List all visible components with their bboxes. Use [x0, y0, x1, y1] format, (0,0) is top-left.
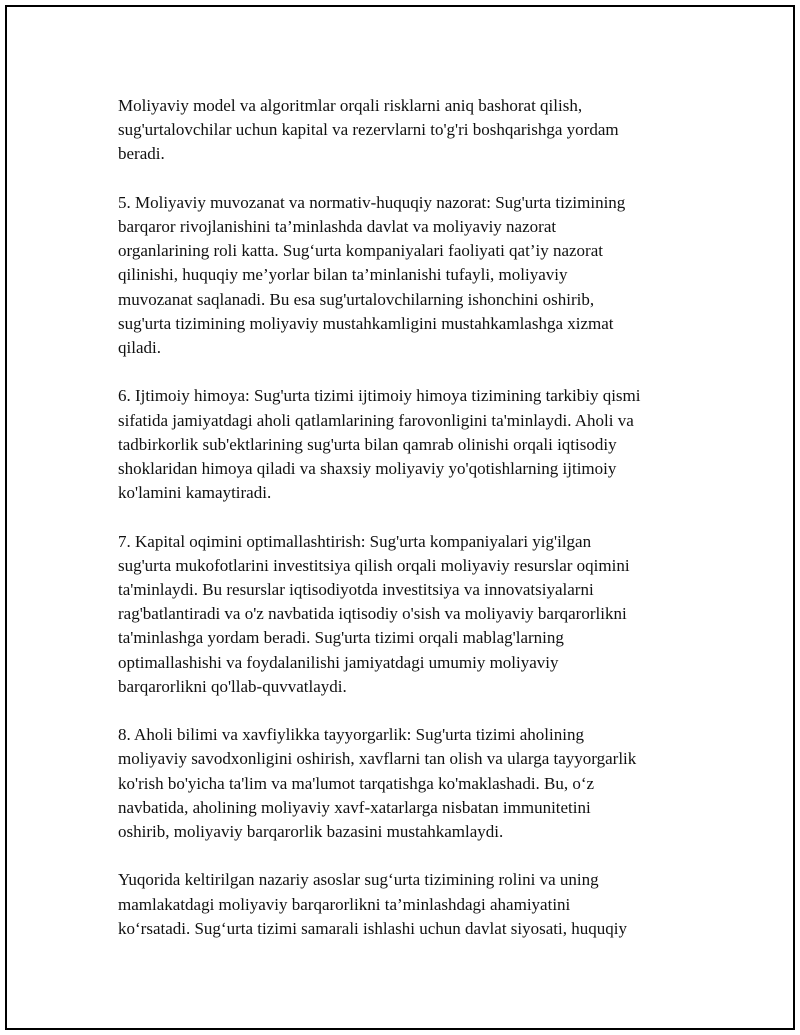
text-line: Moliyaviy model va algoritmlar orqali risklarni aniq bashorat qilish,: [118, 96, 583, 115]
text-line: rag'batlantiradi va o'z navbatida iqtisodiy o'sish va moliyaviy barqarorlikni: [118, 604, 627, 624]
text-line: 5. Moliyaviy muvozanat va normativ-huquqiy nazorat: Sug'urta tizimining: [118, 192, 626, 212]
text-line: ta'minlashga yordam beradi. Sug'urta tizimi orqali mablag'larning: [118, 628, 564, 648]
paragraph-gap: [118, 505, 698, 529]
paragraph-item-8: [118, 723, 698, 844]
text-line: ko‘rsatadi. Sug‘urta tizimi samarali ishlashi uchun davlat siyosati, huquqiy: [118, 918, 627, 938]
text-line: sug'urta tizimining moliyaviy mustahkamligini mustahkamlashga xizmat: [118, 313, 614, 333]
paragraph-gap: [118, 167, 698, 191]
paragraph-item-6: [118, 384, 698, 505]
text-line: 6. Ijtimoiy himoya: Sug'urta tizimi ijtimoiy himoya tizimining tarkibiy qismi: [118, 386, 641, 406]
document-body: [118, 94, 698, 941]
text-line: barqarorlikni qo'llab-quvvatlaydi.: [118, 676, 347, 696]
text-line: organlarining roli katta. Sug‘urta kompaniyalari faoliyati qat’iy nazorat: [118, 241, 603, 261]
text-line: navbatida, aholining moliyaviy xavf-xatarlarga nisbatan immunitetini: [118, 797, 591, 817]
text-line: oshirib, moliyaviy barqarorlik bazasini mustahkamlaydi.: [118, 822, 504, 842]
text-line: mamlakatdagi moliyaviy barqarorlikni ta’minlashdagi ahamiyatini: [118, 894, 571, 914]
text-line: ta'minlaydi. Bu resurslar iqtisodiyotda investitsiya va innovatsiyalarni: [118, 580, 594, 600]
paragraph-intro: [118, 94, 698, 167]
text-line: qiladi.: [118, 338, 161, 358]
paragraph-gap: [118, 360, 698, 384]
text-line: optimallashishi va foydalanilishi jamiyatdagi umumiy moliyaviy: [118, 652, 559, 672]
text-line: muvozanat saqlanadi. Bu esa sug'urtalovchilarning ishonchini oshirib,: [118, 289, 595, 309]
text-line: moliyaviy savodxonligini oshirish, xavflarni tan olish va ularga tayyorgarlik: [118, 749, 637, 769]
paragraph-item-5: [118, 191, 698, 360]
text-line: sifatida jamiyatdagi aholi qatlamlarining farovonligini ta'minlaydi. Aholi va: [118, 410, 634, 430]
text-line: ko'rish bo'yicha ta'lim va ma'lumot tarqatishga ko'maklashadi. Bu, o‘z: [118, 773, 595, 793]
text-line: ko'lamini kamaytiradi.: [118, 483, 272, 503]
text-line: shoklaridan himoya qiladi va shaxsiy moliyaviy yo'qotishlarning ijtimoiy: [118, 459, 617, 479]
text-line: qilinishi, huquqiy me’yorlar bilan ta’minlanishi tufayli, moliyaviy: [118, 265, 568, 285]
text-line: 7. Kapital oqimini optimallashtirish: Sug'urta kompaniyalari yig'ilgan: [118, 531, 592, 551]
text-line: sug'urtalovchilar uchun kapital va rezervlarni to'g'ri boshqarishga yordam: [118, 120, 619, 140]
text-line: Yuqorida keltirilgan nazariy asoslar sug‘urta tizimining rolini va uning: [118, 870, 599, 890]
paragraph-gap: [118, 844, 698, 868]
text-line: beradi.: [118, 144, 165, 164]
text-line: tadbirkorlik sub'ektlarining sug'urta bilan qamrab olinishi orqali iqtisodiy: [118, 434, 617, 454]
text-line: barqaror rivojlanishini ta’minlashda davlat va moliyaviy nazorat: [118, 217, 557, 236]
text-line: 8. Aholi bilimi va xavfiylikka tayyorgarlik: Sug'urta tizimi aholining: [118, 725, 584, 745]
text-line: sug'urta mukofotlarini investitsiya qilish orqali moliyaviy resurslar oqimini: [118, 555, 630, 575]
paragraph-gap: [118, 699, 698, 723]
paragraph-conclusion: [118, 868, 698, 941]
paragraph-item-7: [118, 530, 698, 699]
